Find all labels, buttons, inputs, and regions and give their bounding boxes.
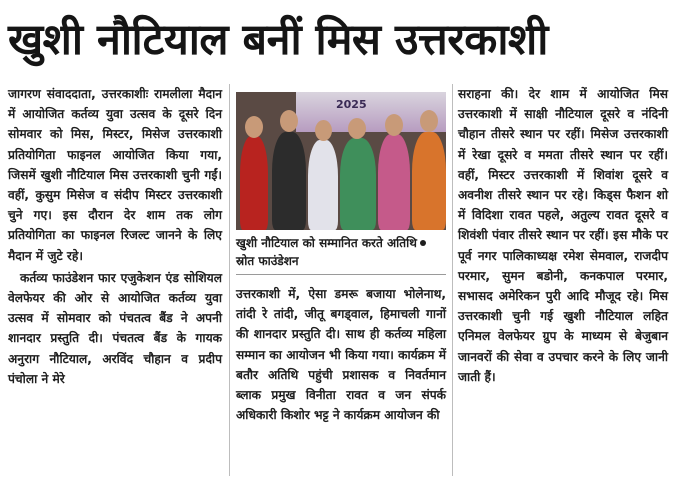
banner-text: 2025 — [336, 98, 367, 111]
person-figure — [240, 136, 268, 230]
paragraph: जागरण संवाददाता, उत्तरकाशीः रामलीला मैदान में आयोजित कर्तव्य युवा उत्सव के दूसरे दिन सोमवार को मिस, मिस्टर, मिसेज उत्तरकाशी प्रतियोगिता फाइनल आयोजित किया गया, जिसमें खुशी नौटियाल मिस उत्तरकाशी चुनी गईं। वहीं, कुसुम मिसेज व संदीप मिस्टर उत्तरकाशी चुने गए। इस दौरान देर शाम तक लोग प्रतियोगिता का फाइनल रिजल्ट जानने के लिए मैदान में जुटे रहे। — [8, 87, 222, 263]
person-figure — [308, 140, 338, 230]
caption-divider — [236, 274, 446, 275]
paragraph: उत्तरकाशी में, ऐसा डमरू बजाया भोलेनाथ, तांदी रे तांदी, जीतू बगड्वाल, हिमाचली गानों की शानदार प्रस्तुति दी। साथ ही कर्तव्य महिला सम्मान का आयोजन भी किया गया। कार्यक्रम में बतौर अतिथि पहुंची प्रशासक व निवर्तमान ब्लाक प्रमुख विनीता रावत व जन संपर्क अधिकारी किशोर भट्ट ने कार्यक्रम आयोजन की — [236, 287, 446, 423]
person-head — [315, 120, 332, 141]
person-head — [245, 116, 263, 138]
news-photo — [236, 92, 446, 230]
person-figure — [272, 132, 306, 230]
person-figure — [340, 138, 376, 230]
column-divider — [229, 84, 230, 476]
article-column-2 — [236, 284, 446, 425]
caption-source: स्रोत फाउंडेशन — [236, 254, 299, 268]
person-head — [420, 110, 438, 132]
person-figure — [412, 132, 446, 230]
article-column-3 — [458, 84, 668, 387]
headline: खुशी नौटियाल बनीं मिस उत्तरकाशी — [8, 15, 548, 65]
paragraph: सराहना की। देर शाम में आयोजित मिस उत्तरकाशी में साक्षी नौटियाल दूसरे व नंदिनी चौहान तीसरे स्थान पर रहीं। मिसेज उत्तरकाशी में रेखा दूसरे व ममता तीसरे स्थान पर रहीं। वहीं, मिस्टर उत्तरकाशी में शिवांश दूसरे व अवनीश तीसरे स्थान पर रहे। किड्स फैशन शो में विदिशा रावत पहले, अतुल्य रावत दूसरे व शिवंशी पंवार तीसरे स्थान पर रहीं। इस मौके पर पूर्व नगर पालिकाध्यक्ष रमेश सेमवाल, राजदीप परमार, सुमन बडोनी, कनकपाल परमार, सभासद अमेरिकन पुरी आदि मौजूद रहे। मिस उत्तरकाशी चुनी गई खुशी नौटियाल लहित एनिमल वेलफेयर ग्रुप के माध्यम से बेजुबान जानवरों की सेवा व उपचार करने के लिए जानी जाती हैं। — [458, 87, 668, 384]
person-figure — [378, 134, 410, 230]
caption-text: खुशी नौटियाल को सम्मानित करते अतिथि — [236, 236, 417, 250]
column-divider — [452, 84, 453, 476]
person-head — [280, 110, 298, 132]
bullet-icon — [420, 240, 426, 246]
photo-caption — [236, 234, 446, 270]
article-column-1 — [8, 84, 222, 389]
person-head — [348, 118, 366, 139]
paragraph: कर्तव्य फाउंडेशन फार एजुकेशन एंड सोशियल वेलफेयर की ओर से आयोजित कर्तव्य युवा उत्सव में सोमवार को पंचतत्व बैंड ने अपनी शानदार प्रस्तुति दी। पंचतत्व बैंड के गायक अनुराग नौटियाल, अरविंद चौहान व प्रदीप पंचोला ने मेरे — [8, 270, 222, 386]
person-head — [385, 114, 403, 136]
